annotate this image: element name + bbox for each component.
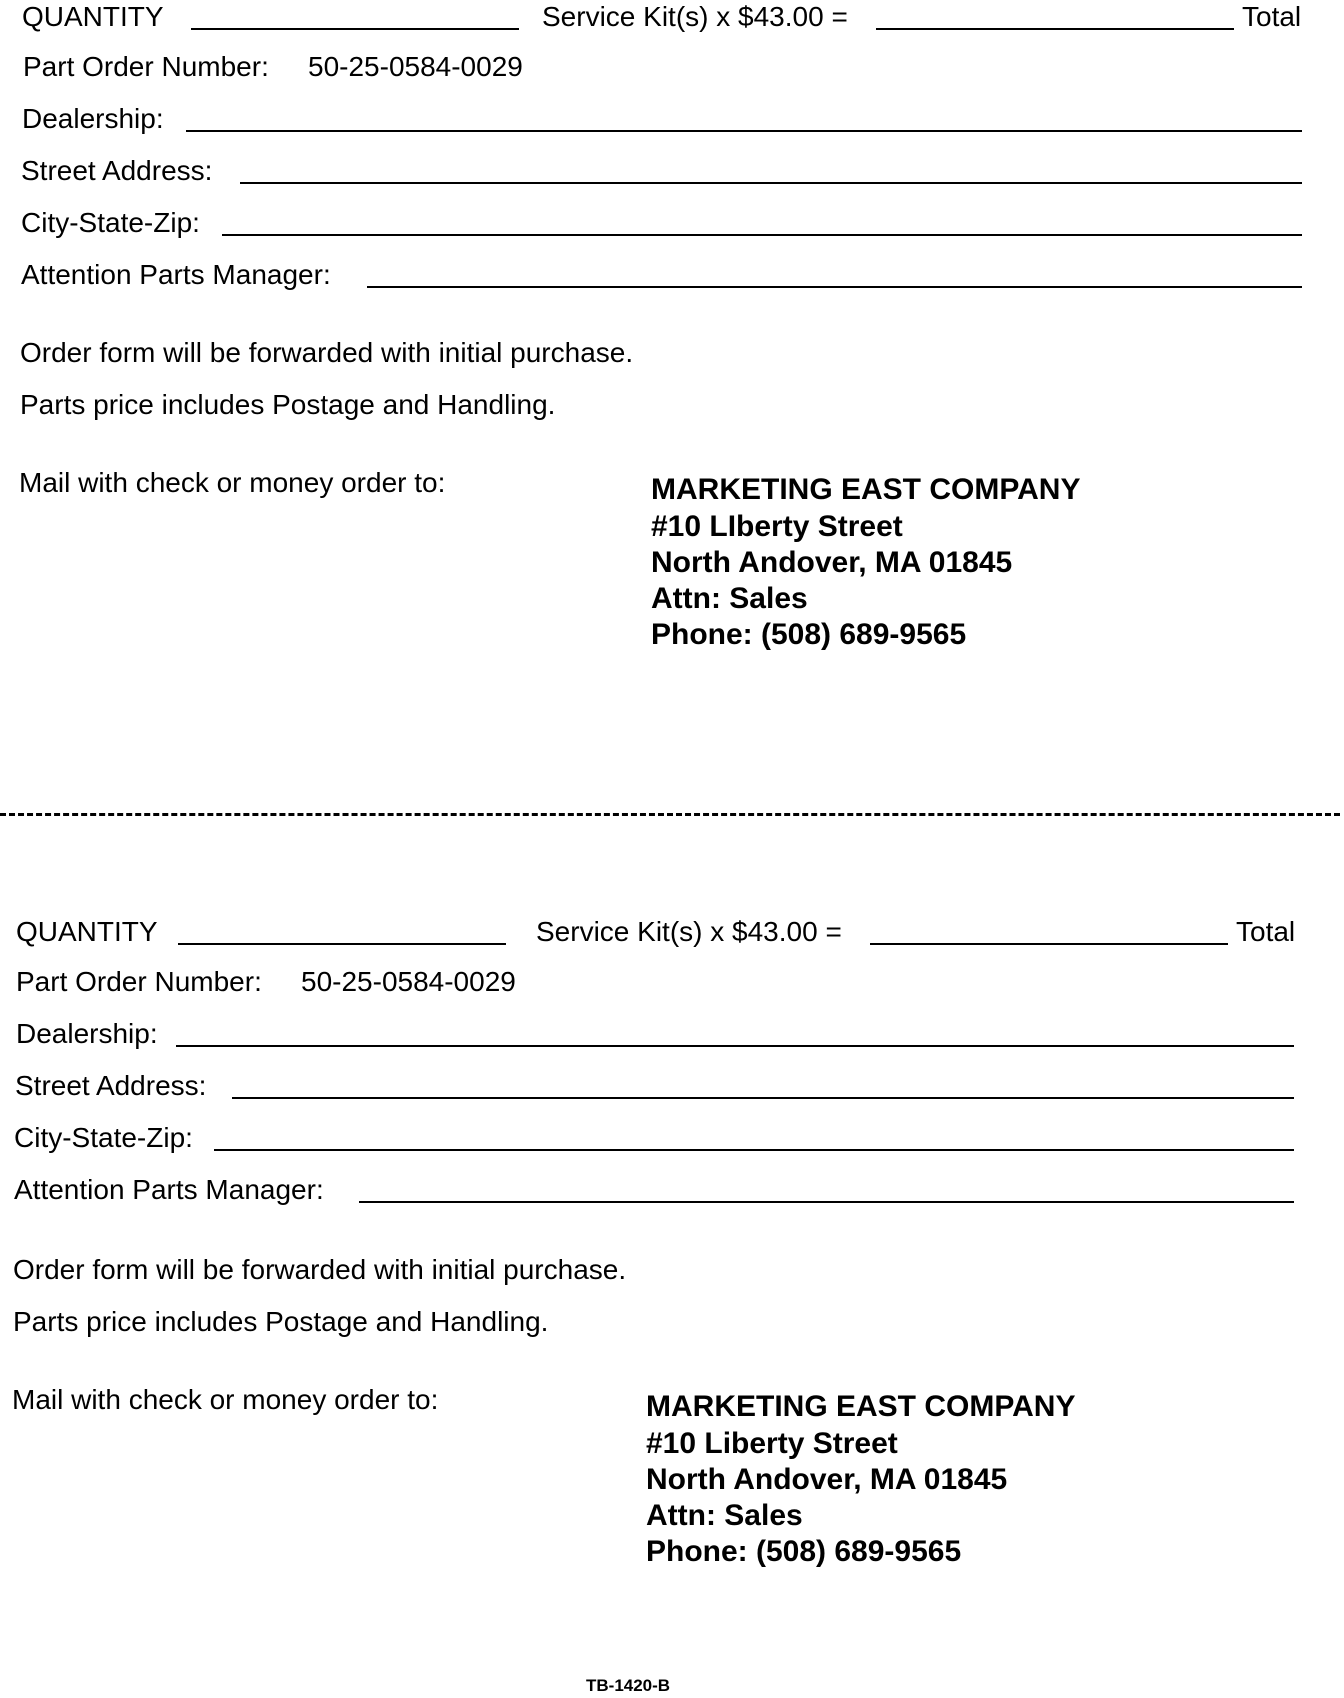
city-state-zip-field[interactable] [222,234,1302,236]
phone-line: Phone: (508) 689-9565 [651,618,967,651]
part-order-number: 50-25-0584-0029 [308,51,523,82]
order-form-top [6,0,1344,700]
dealership-label: Dealership: [16,1018,158,1049]
phone-line: Phone: (508) 689-9565 [646,1535,962,1568]
attn-line: Attn: Sales [651,582,808,615]
cut-line [0,813,1340,816]
document-code: TB-1420-B [586,1676,671,1695]
quantity-label: QUANTITY [22,1,164,32]
company-name: MARKETING EAST COMPANY [646,1390,1076,1423]
note-forwarded: Order form will be forwarded with initial purchase. [13,1254,627,1285]
quantity-field[interactable] [191,28,519,30]
city-line: North Andover, MA 01845 [646,1463,1008,1496]
dealership-field[interactable] [186,130,1302,132]
company-name: MARKETING EAST COMPANY [651,473,1081,506]
part-order-label: Part Order Number: [16,966,262,997]
attention-field[interactable] [367,286,1302,288]
note-forwarded: Order form will be forwarded with initial purchase. [20,337,634,368]
total-label: Total [1236,916,1296,947]
total-amount-field[interactable] [870,943,1228,945]
street-line: #10 LIberty Street [651,510,903,543]
total-label: Total [1242,1,1302,32]
attention-field[interactable] [359,1201,1294,1203]
total-amount-field[interactable] [876,28,1234,30]
street-address-label: Street Address: [21,155,213,186]
city-line: North Andover, MA 01845 [651,546,1013,579]
quantity-label: QUANTITY [16,916,158,947]
street-line: #10 Liberty Street [646,1427,898,1460]
service-kit-label: Service Kit(s) x $43.00 = [542,1,848,32]
attn-line: Attn: Sales [646,1499,803,1532]
mail-instructions: Mail with check or money order to: [12,1384,439,1415]
dealership-label: Dealership: [22,103,164,134]
note-postage: Parts price includes Postage and Handling. [13,1306,549,1337]
street-address-field[interactable] [232,1097,1294,1099]
attention-label: Attention Parts Manager: [21,259,331,290]
service-kit-label: Service Kit(s) x $43.00 = [536,916,842,947]
attention-label: Attention Parts Manager: [14,1174,324,1205]
city-state-zip-field[interactable] [214,1149,1294,1151]
order-form-bottom [0,915,1344,1615]
dealership-field[interactable] [176,1045,1294,1047]
street-address-label: Street Address: [15,1070,207,1101]
city-state-zip-label: City-State-Zip: [14,1122,193,1153]
note-postage: Parts price includes Postage and Handling. [20,389,556,420]
city-state-zip-label: City-State-Zip: [21,207,200,238]
part-order-label: Part Order Number: [23,51,269,82]
mail-instructions: Mail with check or money order to: [19,467,446,498]
street-address-field[interactable] [240,182,1302,184]
part-order-number: 50-25-0584-0029 [301,966,516,997]
quantity-field[interactable] [178,943,506,945]
